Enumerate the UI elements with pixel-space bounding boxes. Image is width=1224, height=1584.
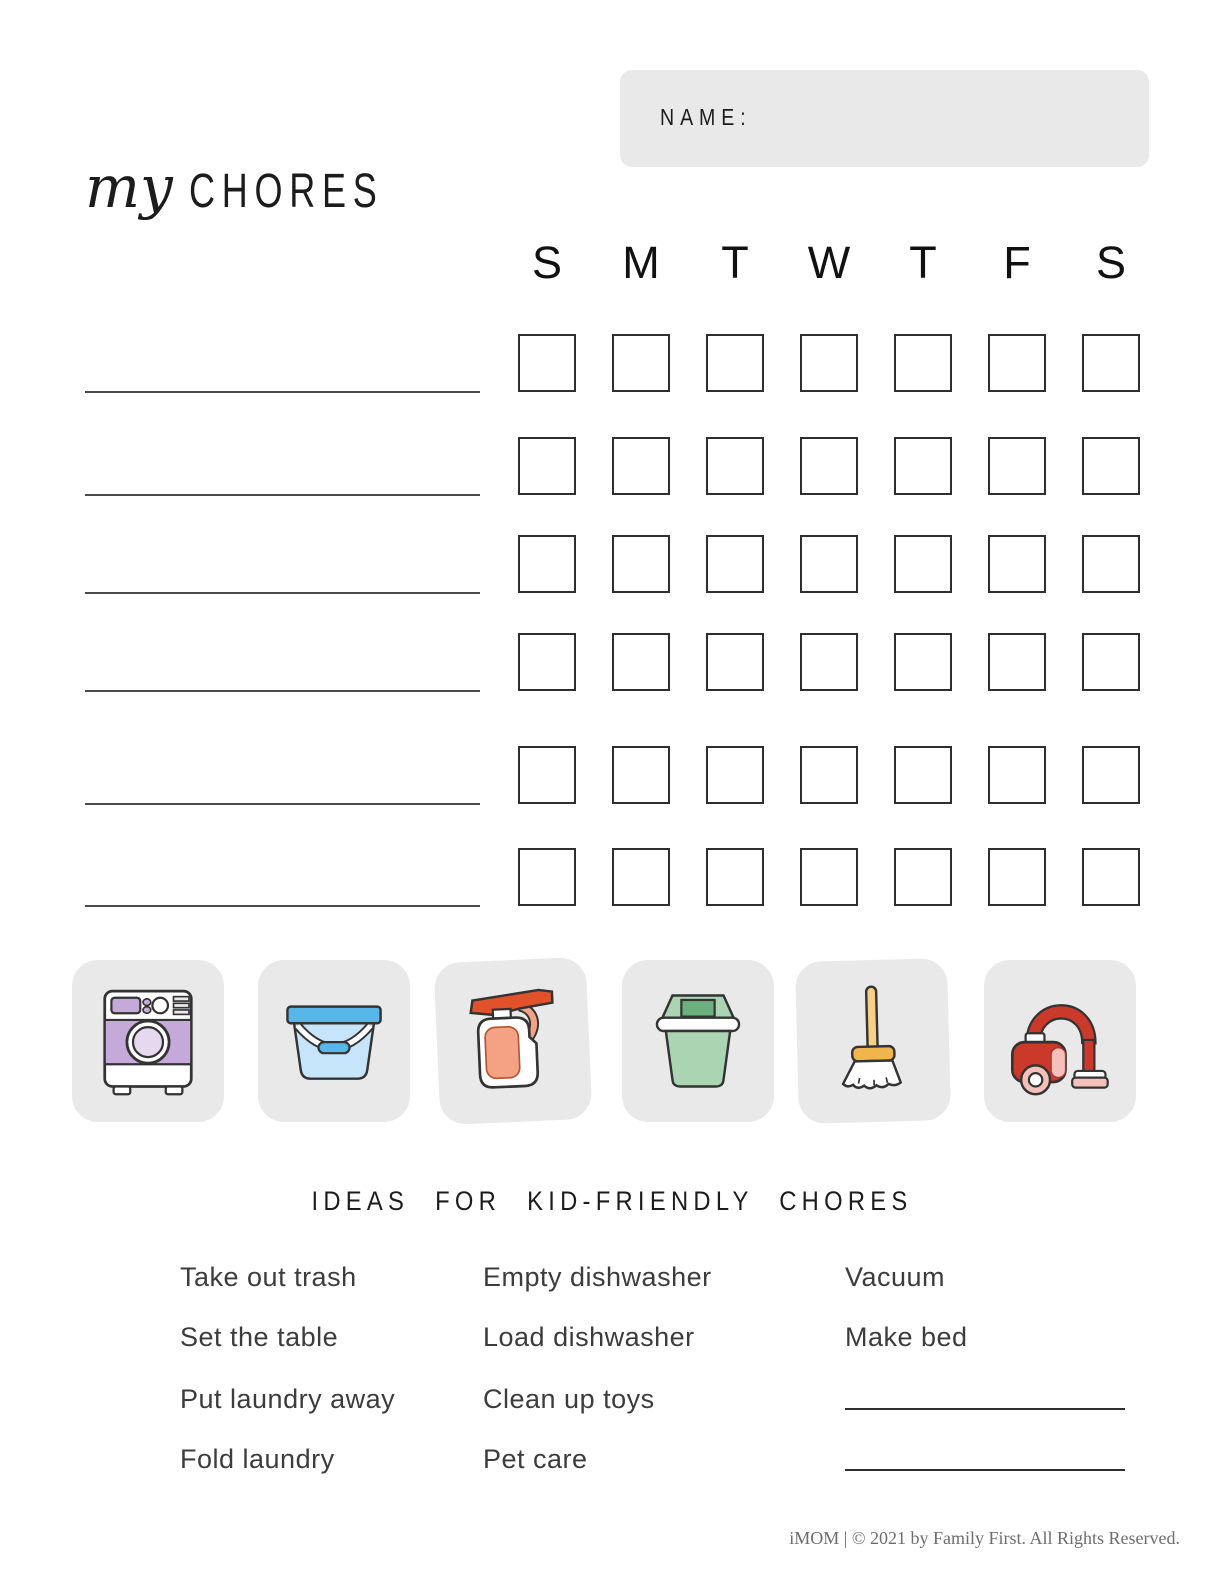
checkbox-row5-thu[interactable]	[894, 746, 952, 804]
chore-idea: Put laundry away	[180, 1384, 396, 1414]
vacuum-tile	[984, 960, 1136, 1122]
chore-idea: Pet care	[483, 1444, 588, 1474]
custom-chore-line-1[interactable]	[845, 1408, 1125, 1410]
checkbox-row6-tue[interactable]	[706, 848, 764, 906]
checkbox-row4-sun[interactable]	[518, 633, 576, 691]
chore-name-line-1[interactable]	[85, 391, 480, 393]
checkbox-row4-sat[interactable]	[1082, 633, 1140, 691]
checkbox-row1-sat[interactable]	[1082, 334, 1140, 392]
checkbox-row2-tue[interactable]	[706, 437, 764, 495]
checkbox-row6-mon[interactable]	[612, 848, 670, 906]
checkbox-row5-wed[interactable]	[800, 746, 858, 804]
checkbox-row2-sat[interactable]	[1082, 437, 1140, 495]
checkbox-row5-fri[interactable]	[988, 746, 1046, 804]
checkbox-row2-mon[interactable]	[612, 437, 670, 495]
checkbox-row2-sun[interactable]	[518, 437, 576, 495]
checkbox-row4-wed[interactable]	[800, 633, 858, 691]
checkbox-row4-fri[interactable]	[988, 633, 1046, 691]
checkbox-row3-wed[interactable]	[800, 535, 858, 593]
day-header-thu: T	[909, 237, 937, 288]
custom-chore-line-2[interactable]	[845, 1469, 1125, 1471]
day-header-wed: W	[807, 237, 851, 288]
checkbox-row6-sun[interactable]	[518, 848, 576, 906]
day-header-tue: T	[721, 237, 749, 288]
title-caps-word: CHORES	[188, 165, 384, 218]
ideas-heading: IDEAS FOR KID-FRIENDLY CHORES	[311, 1186, 913, 1216]
washing-machine-icon	[87, 980, 209, 1102]
chore-name-line-4[interactable]	[85, 690, 480, 692]
checkbox-row3-tue[interactable]	[706, 535, 764, 593]
checkbox-row6-fri[interactable]	[988, 848, 1046, 906]
washing-machine-tile	[72, 960, 224, 1122]
checkbox-row1-tue[interactable]	[706, 334, 764, 392]
title-script-word: my	[85, 153, 173, 221]
broom-icon	[810, 978, 935, 1103]
broom-tile	[795, 958, 951, 1124]
spray-bottle-tile	[434, 957, 593, 1125]
bucket-tile	[258, 960, 410, 1122]
spray-bottle-icon	[449, 977, 576, 1104]
chore-idea: Clean up toys	[483, 1384, 655, 1414]
chore-name-line-6[interactable]	[85, 905, 480, 907]
chore-name-line-3[interactable]	[85, 592, 480, 594]
trash-can-icon	[637, 980, 759, 1102]
checkbox-row3-mon[interactable]	[612, 535, 670, 593]
checkbox-row3-sun[interactable]	[518, 535, 576, 593]
bucket-icon	[273, 980, 395, 1102]
page-title	[85, 153, 448, 221]
checkbox-row6-thu[interactable]	[894, 848, 952, 906]
checkbox-row2-thu[interactable]	[894, 437, 952, 495]
checkbox-row3-thu[interactable]	[894, 535, 952, 593]
checkbox-row1-thu[interactable]	[894, 334, 952, 392]
chore-name-line-5[interactable]	[85, 803, 480, 805]
checkbox-row1-wed[interactable]	[800, 334, 858, 392]
name-label: NAME:	[660, 104, 752, 130]
chore-idea: Take out trash	[180, 1262, 357, 1292]
checkbox-row3-sat[interactable]	[1082, 535, 1140, 593]
chore-idea: Fold laundry	[180, 1444, 335, 1474]
checkbox-row6-wed[interactable]	[800, 848, 858, 906]
chore-idea: Make bed	[845, 1322, 968, 1352]
checkbox-row3-fri[interactable]	[988, 535, 1046, 593]
vacuum-icon	[999, 980, 1121, 1102]
checkbox-row4-mon[interactable]	[612, 633, 670, 691]
chore-idea: Vacuum	[845, 1262, 946, 1292]
checkbox-row4-thu[interactable]	[894, 633, 952, 691]
checkbox-row1-sun[interactable]	[518, 334, 576, 392]
checkbox-row2-wed[interactable]	[800, 437, 858, 495]
day-header-fri: F	[1003, 237, 1031, 288]
chore-idea: Set the table	[180, 1322, 339, 1352]
checkbox-row6-sat[interactable]	[1082, 848, 1140, 906]
day-header-sun: S	[531, 237, 562, 288]
day-header-sat: S	[1095, 237, 1126, 288]
chore-idea: Empty dishwasher	[483, 1262, 712, 1292]
checkbox-row5-sat[interactable]	[1082, 746, 1140, 804]
chore-name-line-2[interactable]	[85, 494, 480, 496]
chore-idea: Load dishwasher	[483, 1322, 695, 1352]
day-header-mon: M	[622, 237, 660, 288]
checkbox-row1-fri[interactable]	[988, 334, 1046, 392]
checkbox-row4-tue[interactable]	[706, 633, 764, 691]
checkbox-row1-mon[interactable]	[612, 334, 670, 392]
checkbox-row5-mon[interactable]	[612, 746, 670, 804]
checkbox-row2-fri[interactable]	[988, 437, 1046, 495]
trash-can-tile	[622, 960, 774, 1122]
checkbox-row5-tue[interactable]	[706, 746, 764, 804]
name-field[interactable]	[620, 70, 1149, 167]
checkbox-row5-sun[interactable]	[518, 746, 576, 804]
copyright-footer: iMOM | © 2021 by Family First. All Rights Reserved.	[789, 1528, 1180, 1548]
